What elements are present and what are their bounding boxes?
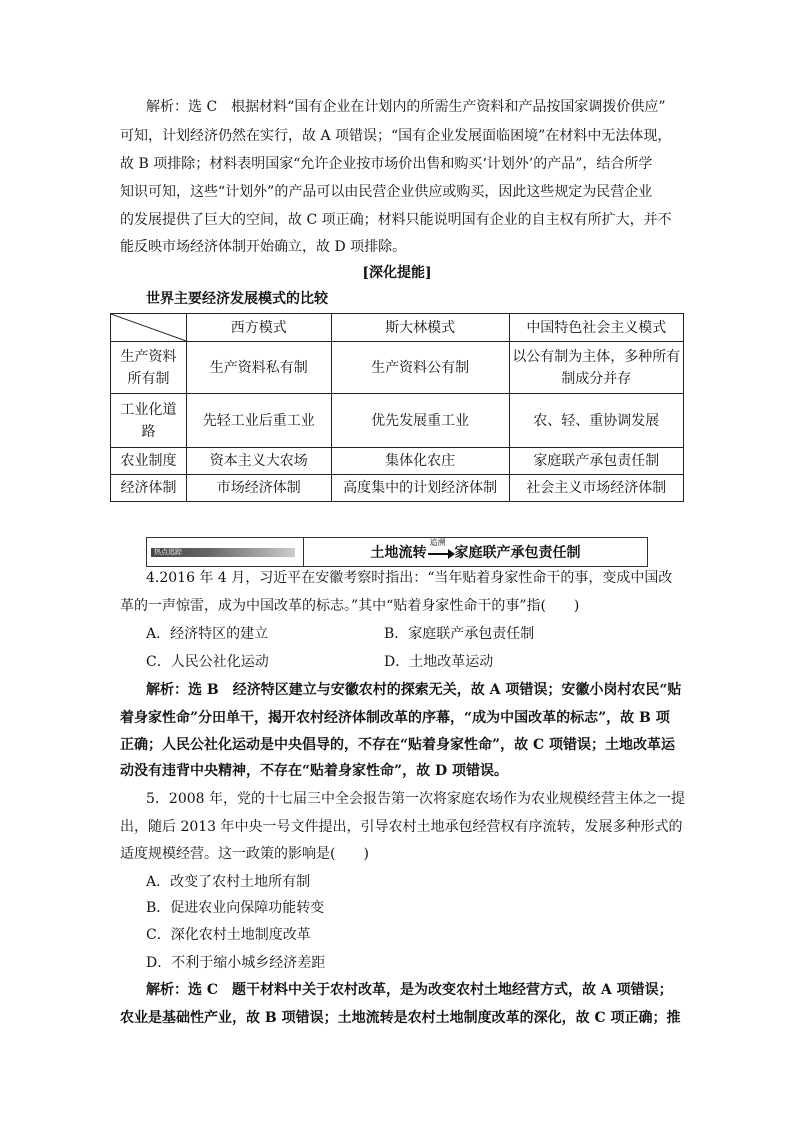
analysis-line: 着身家性命”分田单干，揭开农村经济体制改革的序幕，“成为中国改革的标志”，故 B 项: [120, 710, 670, 726]
option-a: A．改变了农村土地所有制: [146, 874, 311, 890]
topic-tag: [147, 538, 304, 566]
analysis-line: 的发展提供了巨大的空间，故 C 项正确；材料只能说明国有企业的自主权有所扩大，并不: [120, 212, 672, 228]
arrow-label: 追溯: [429, 538, 446, 547]
row-label: 经济体制: [111, 475, 187, 502]
option-c: C．深化农村土地制度改革: [146, 927, 311, 943]
table-cell: 优先发展重工业: [331, 394, 509, 448]
table-cell: 生产资料公有制: [331, 342, 509, 394]
row-label: 农业制度: [111, 448, 187, 475]
table-cell: 高度集中的计划经济体制: [331, 475, 509, 502]
right-arrow-icon: [428, 538, 454, 559]
row-label-line: 所有制: [127, 370, 170, 387]
header-cell: 西方模式: [186, 314, 331, 342]
table-cell: 社会主义市场经济体制: [509, 475, 683, 502]
table-cell: 生产资料私有制: [186, 342, 331, 394]
option-d: D．不利于缩小城乡经济差距: [146, 955, 326, 971]
topic-tag-label: 热点追踪: [154, 548, 182, 556]
option-a: A．经济特区的建立: [146, 626, 269, 642]
header-cell: 斯大林模式: [331, 314, 509, 342]
question-5-stem: 5．2008 年，党的十七届三中全会报告第一次将家庭农场作为农业规模经营主体之一提: [146, 791, 685, 807]
row-label: [111, 394, 187, 448]
row-label: [111, 342, 187, 394]
header-cell: 中国特色社会主义模式: [509, 314, 683, 342]
analysis-line: 可知，计划经济仍然在实行，故 A 项错误；“国有企业发展面临困境”在材料中无法体现，: [120, 128, 672, 144]
analysis-line: 能反映市场经济体制开始确立，故 D 项排除。: [120, 239, 407, 255]
analysis-line: 解析：选 B 经济特区建立与安徽农村的探索无关，故 A 项错误；安徽小岗村农民“贴: [146, 682, 682, 698]
table-cell: 农、轻、重协调发展: [509, 394, 683, 448]
row-label-line: 路: [141, 423, 156, 440]
analysis-line: 知识可知，这些“计划外”的产品可以由民营企业供应或购买，因此这些规定为民营企业: [120, 184, 653, 200]
analysis-line: 农业是基础性产业，故 B 项错误；土地流转是农村土地制度改革的深化，故 C 项正确；推: [120, 1010, 681, 1026]
table-row: [111, 342, 684, 394]
table-cell: 集体化农庄: [331, 448, 509, 475]
topic-title: [304, 538, 647, 566]
question-4-stem: 4.2016 年 4 月，习近平在安徽考察时指出：“当年贴着身家性命干的事，变成中国改: [146, 570, 673, 586]
section-heading: [深化提能]: [362, 265, 432, 281]
topic-to: 家庭联产承包责任制: [454, 545, 581, 561]
cell-line: 以公有制为主体，多种所有: [512, 348, 681, 365]
option-b: B．促进农业向保障功能转变: [146, 900, 325, 916]
question-4-stem: 革的一声惊雷，成为中国改革的标志。”其中“贴着身家性命干的事”指( ): [120, 598, 580, 614]
row-label-line: 生产资料: [120, 348, 177, 365]
analysis-line: 解析：选 C 根据材料“国有企业在计划内的所需生产资料和产品按国家调拨价供应”: [146, 99, 666, 115]
topic-bar: [146, 537, 648, 567]
table-cell: 市场经济体制: [186, 475, 331, 502]
table-title: 世界主要经济发展模式的比较: [146, 291, 328, 307]
table-row: [111, 475, 684, 502]
diagonal-line: [111, 314, 186, 342]
topic-from: 土地流转: [370, 545, 427, 561]
table-cell: 资本主义大农场: [186, 448, 331, 475]
table-header-row: [111, 314, 684, 342]
analysis-line: 正确；人民公社化运动是中央倡导的，不存在“贴着身家性命”，故 C 项错误；土地改革运: [120, 737, 675, 753]
row-label-line: 工业化道: [120, 401, 177, 418]
table-cell: [509, 342, 683, 394]
analysis-line: 故 B 项排除；材料表明国家“允许企业按市场价出售和购买‘计划外’的产品”，结合所学: [120, 156, 653, 172]
diagonal-corner-cell: [111, 314, 187, 342]
table-cell: 家庭联产承包责任制: [509, 448, 683, 475]
option-d: D．土地改革运动: [384, 654, 494, 670]
option-c: C．人民公社化运动: [146, 654, 269, 670]
question-5-stem: 适度规模经营。这一政策的影响是( ): [120, 846, 369, 862]
cell-line: 制成分并存: [561, 370, 632, 387]
question-5-stem: 出，随后 2013 年中央一号文件提出，引导农村土地承包经营权有序流转，发展多种形式的: [120, 819, 683, 835]
analysis-line: 解析：选 C 题干材料中关于农村改革，是为改变农村土地经营方式，故 A 项错误；: [146, 982, 673, 998]
analysis-line: 动没有违背中央精神，不存在“贴着身家性命”，故 D 项错误。: [120, 763, 508, 779]
comparison-table: [110, 313, 684, 502]
table-cell: 先轻工业后重工业: [186, 394, 331, 448]
table-row: [111, 448, 684, 475]
option-b: B．家庭联产承包责任制: [384, 626, 535, 642]
table-row: [111, 394, 684, 448]
